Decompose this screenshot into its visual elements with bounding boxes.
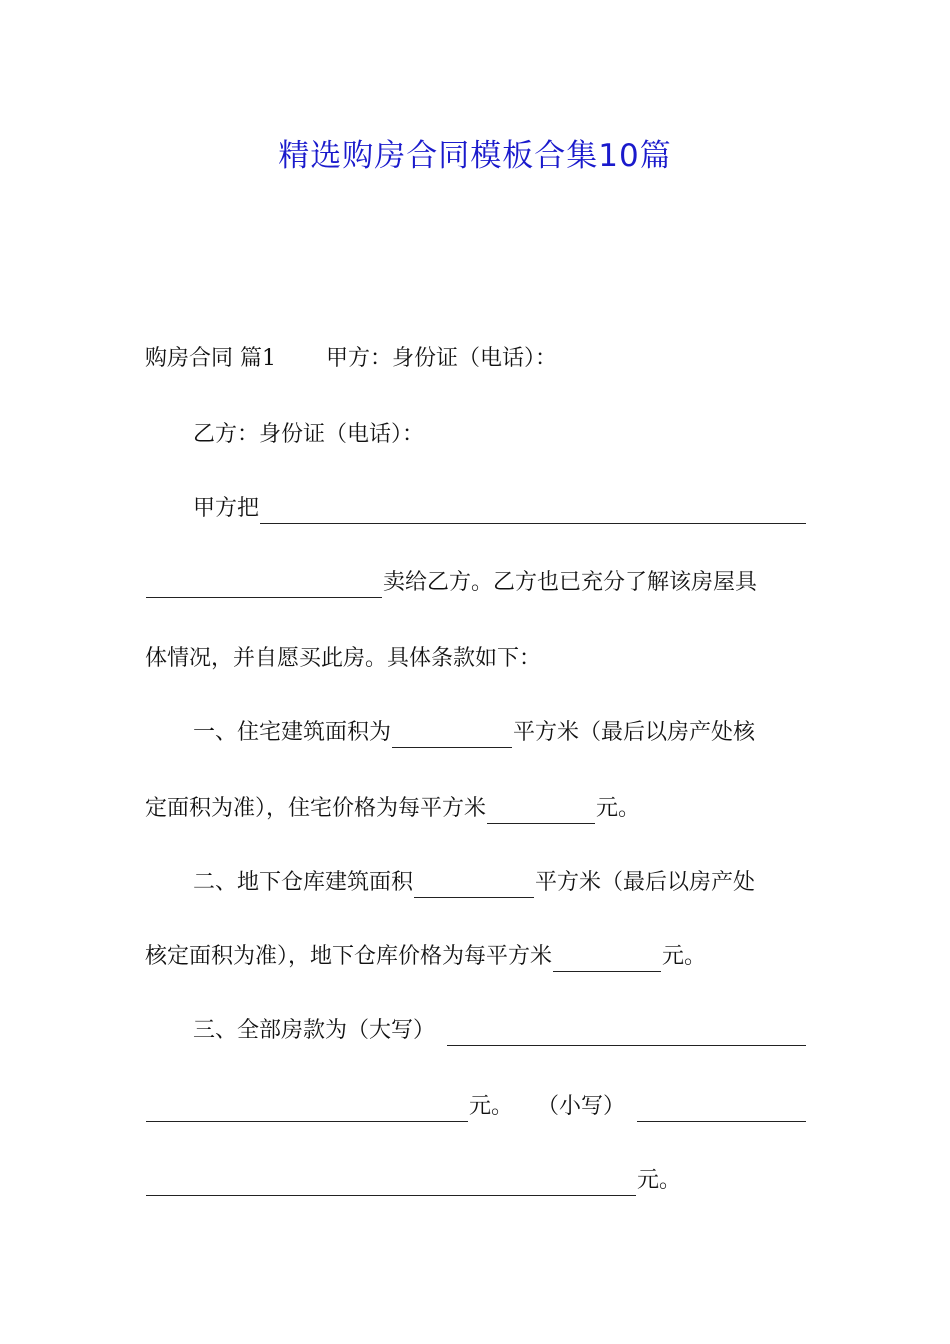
text-segment: 卖给乙方。乙方也已充分了解该房屋具	[383, 570, 758, 595]
text-segment: （小写）	[537, 1094, 626, 1119]
paragraph-line	[145, 494, 807, 524]
text-segment: 甲方把	[193, 496, 260, 521]
paragraph-line	[145, 1166, 807, 1196]
paragraph-line	[145, 644, 807, 674]
text-segment: 元。	[469, 1094, 514, 1119]
paragraph-line	[145, 1092, 807, 1122]
fill-blank[interactable]	[637, 1097, 806, 1122]
text-segment: 体情况，并自愿买此房。具体条款如下：	[145, 646, 542, 671]
fill-blank[interactable]	[146, 573, 382, 598]
text-segment: 二、地下仓库建筑面积	[193, 870, 414, 895]
text-segment: 平方米（最后以房产处	[535, 870, 756, 895]
paragraph-line	[145, 942, 807, 972]
paragraph-line	[145, 718, 807, 748]
paragraph-line	[145, 1016, 807, 1046]
text-segment: 定面积为准），住宅价格为每平方米	[145, 796, 487, 821]
fill-blank[interactable]	[146, 1097, 468, 1122]
party-a-label: 甲方：身份证（电话）：	[326, 346, 558, 371]
fill-blank[interactable]	[392, 723, 512, 748]
fill-blank[interactable]	[414, 873, 534, 898]
fill-blank[interactable]	[260, 499, 806, 524]
text-segment: 元。	[637, 1168, 682, 1193]
text-segment: 核定面积为准），地下仓库价格为每平方米	[145, 944, 553, 969]
document-title: 精选购房合同模板合集10篇	[278, 138, 672, 174]
paragraph-line	[145, 344, 807, 374]
paragraph-line	[145, 568, 807, 598]
contract-heading: 购房合同 篇1	[145, 346, 276, 371]
fill-blank[interactable]	[553, 947, 661, 972]
paragraph-line	[145, 420, 807, 450]
paragraph-line	[145, 868, 807, 898]
text-segment: 平方米（最后以房产处核	[513, 720, 756, 745]
fill-blank[interactable]	[487, 799, 595, 824]
paragraph-line	[145, 794, 807, 824]
text-segment: 元。	[596, 796, 641, 821]
text-segment: 一、住宅建筑面积为	[193, 720, 392, 745]
party-b-label: 乙方：身份证（电话）：	[193, 422, 425, 447]
fill-blank[interactable]	[447, 1021, 806, 1046]
text-segment: 三、全部房款为（大写）	[193, 1018, 436, 1043]
text-segment: 元。	[662, 944, 707, 969]
fill-blank[interactable]	[146, 1171, 636, 1196]
